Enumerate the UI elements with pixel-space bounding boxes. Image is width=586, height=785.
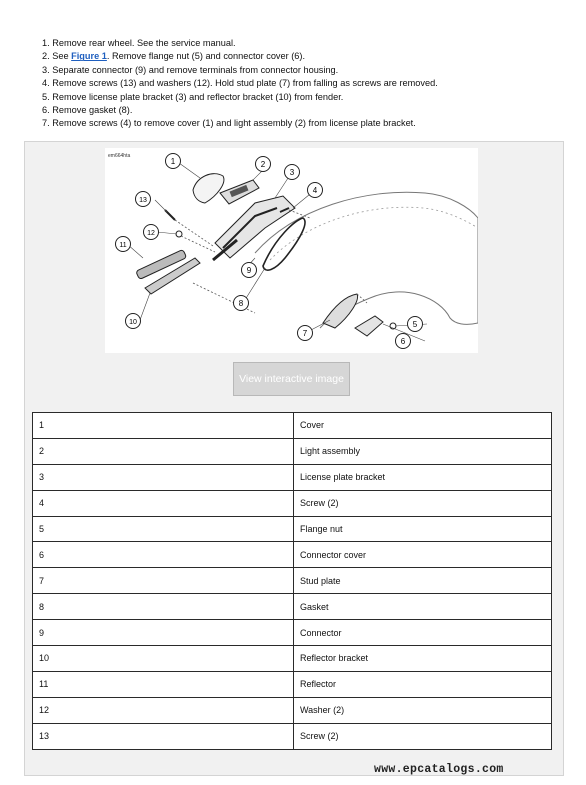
part-name-cell: Stud plate [294,568,552,594]
callout-6 [396,334,411,349]
step-2 [42,50,438,63]
callout-9 [242,263,257,278]
svg-text:8: 8 [238,299,244,308]
callout-10 [126,314,141,329]
step-text: Remove gasket (8). [52,105,133,116]
part-number-cell: 3 [33,464,294,490]
svg-text:6: 6 [400,337,406,346]
table-row [33,542,552,568]
callout-7 [298,326,313,341]
callout-5 [408,317,423,332]
part-number-cell: 11 [33,671,294,697]
part-number-cell: 5 [33,516,294,542]
step-number: 7. [42,118,50,129]
part-number-cell: 12 [33,697,294,723]
callout-8 [234,296,249,311]
svg-text:2: 2 [260,160,266,169]
table-row [33,516,552,542]
table-row [33,413,552,439]
instruction-steps [42,37,438,131]
leader-lines [127,163,427,341]
callout-4 [308,183,323,198]
callout-1 [166,154,181,169]
step-text: Remove screws (13) and washers (12). Hold stud plate (7) from falling as screws are removed. [52,78,438,89]
step-6 [42,104,438,117]
part-name-cell: License plate bracket [294,464,552,490]
callout-12 [144,225,159,240]
part-number-cell: 6 [33,542,294,568]
table-row [33,723,552,749]
part-number-cell: 1 [33,413,294,439]
step-text: Separate connector (9) and remove terminals from connector housing. [52,64,339,75]
part-name-cell: Flange nut [294,516,552,542]
callout-13 [136,192,151,207]
svg-text:12: 12 [147,230,155,237]
part-name-cell: Gasket [294,594,552,620]
step-number: 4. [42,78,50,89]
svg-text:1: 1 [170,157,176,166]
step-1 [42,37,438,50]
figure-id-label: em664hta [108,153,131,159]
step-number: 5. [42,91,50,102]
part-number-cell: 13 [33,723,294,749]
figure-1-link[interactable]: Figure 1 [71,51,107,62]
step-number: 1. [42,38,50,48]
step-3 [42,64,438,77]
watermark: www.epcatalogs.com [374,763,504,776]
svg-text:13: 13 [139,197,147,204]
assembly-guides [175,210,367,313]
svg-text:4: 4 [312,186,318,195]
svg-text:10: 10 [129,319,137,326]
step-5 [42,91,438,104]
part-number-cell: 10 [33,646,294,672]
parts-table [32,412,552,750]
part-name-cell: Cover [294,413,552,439]
part-name-cell: Light assembly [294,438,552,464]
table-row [33,620,552,646]
table-row [33,594,552,620]
table-row [33,490,552,516]
connector-cover-part [355,316,383,336]
table-row [33,697,552,723]
svg-text:5: 5 [412,320,418,329]
step-text: . Remove flange nut (5) and connector cover (6). [106,51,306,62]
step-number: 2. [42,51,50,62]
stud-plate-part [323,294,358,328]
step-4 [42,77,438,90]
part-name-cell: Reflector [294,671,552,697]
figure-panel [24,141,564,776]
step-text: Remove license plate bracket (3) and reflector bracket (10) from fender. [52,91,344,102]
part-number-cell: 2 [33,438,294,464]
step-text: Remove rear wheel. See the service manual. [52,38,236,48]
table-row [33,464,552,490]
exploded-view-drawing [105,148,478,353]
part-number-cell: 7 [33,568,294,594]
table-row [33,438,552,464]
step-text: See [52,51,72,62]
svg-text:9: 9 [246,266,252,275]
callout-3 [285,165,300,180]
step-number: 3. [42,64,50,75]
callout-11 [116,237,131,252]
svg-text:7: 7 [302,329,308,338]
callout-2 [256,157,271,172]
table-row [33,671,552,697]
part-name-cell: Connector [294,620,552,646]
cover-part [193,174,224,203]
svg-text:11: 11 [119,242,127,249]
step-7 [42,117,438,130]
step-text: Remove screws (4) to remove cover (1) and light assembly (2) from license plate bracket. [52,118,416,129]
part-name-cell: Washer (2) [294,697,552,723]
exploded-view-figure [105,148,478,353]
table-row [33,568,552,594]
step-number: 6. [42,105,50,116]
gasket-part [263,218,305,270]
svg-text:3: 3 [289,168,295,177]
part-number-cell: 9 [33,620,294,646]
part-number-cell: 8 [33,594,294,620]
part-name-cell: Connector cover [294,542,552,568]
table-row [33,646,552,672]
part-name-cell: Screw (2) [294,490,552,516]
part-number-cell: 4 [33,490,294,516]
part-name-cell: Reflector bracket [294,646,552,672]
part-name-cell: Screw (2) [294,723,552,749]
view-interactive-image-button[interactable]: View interactive image [233,362,350,396]
